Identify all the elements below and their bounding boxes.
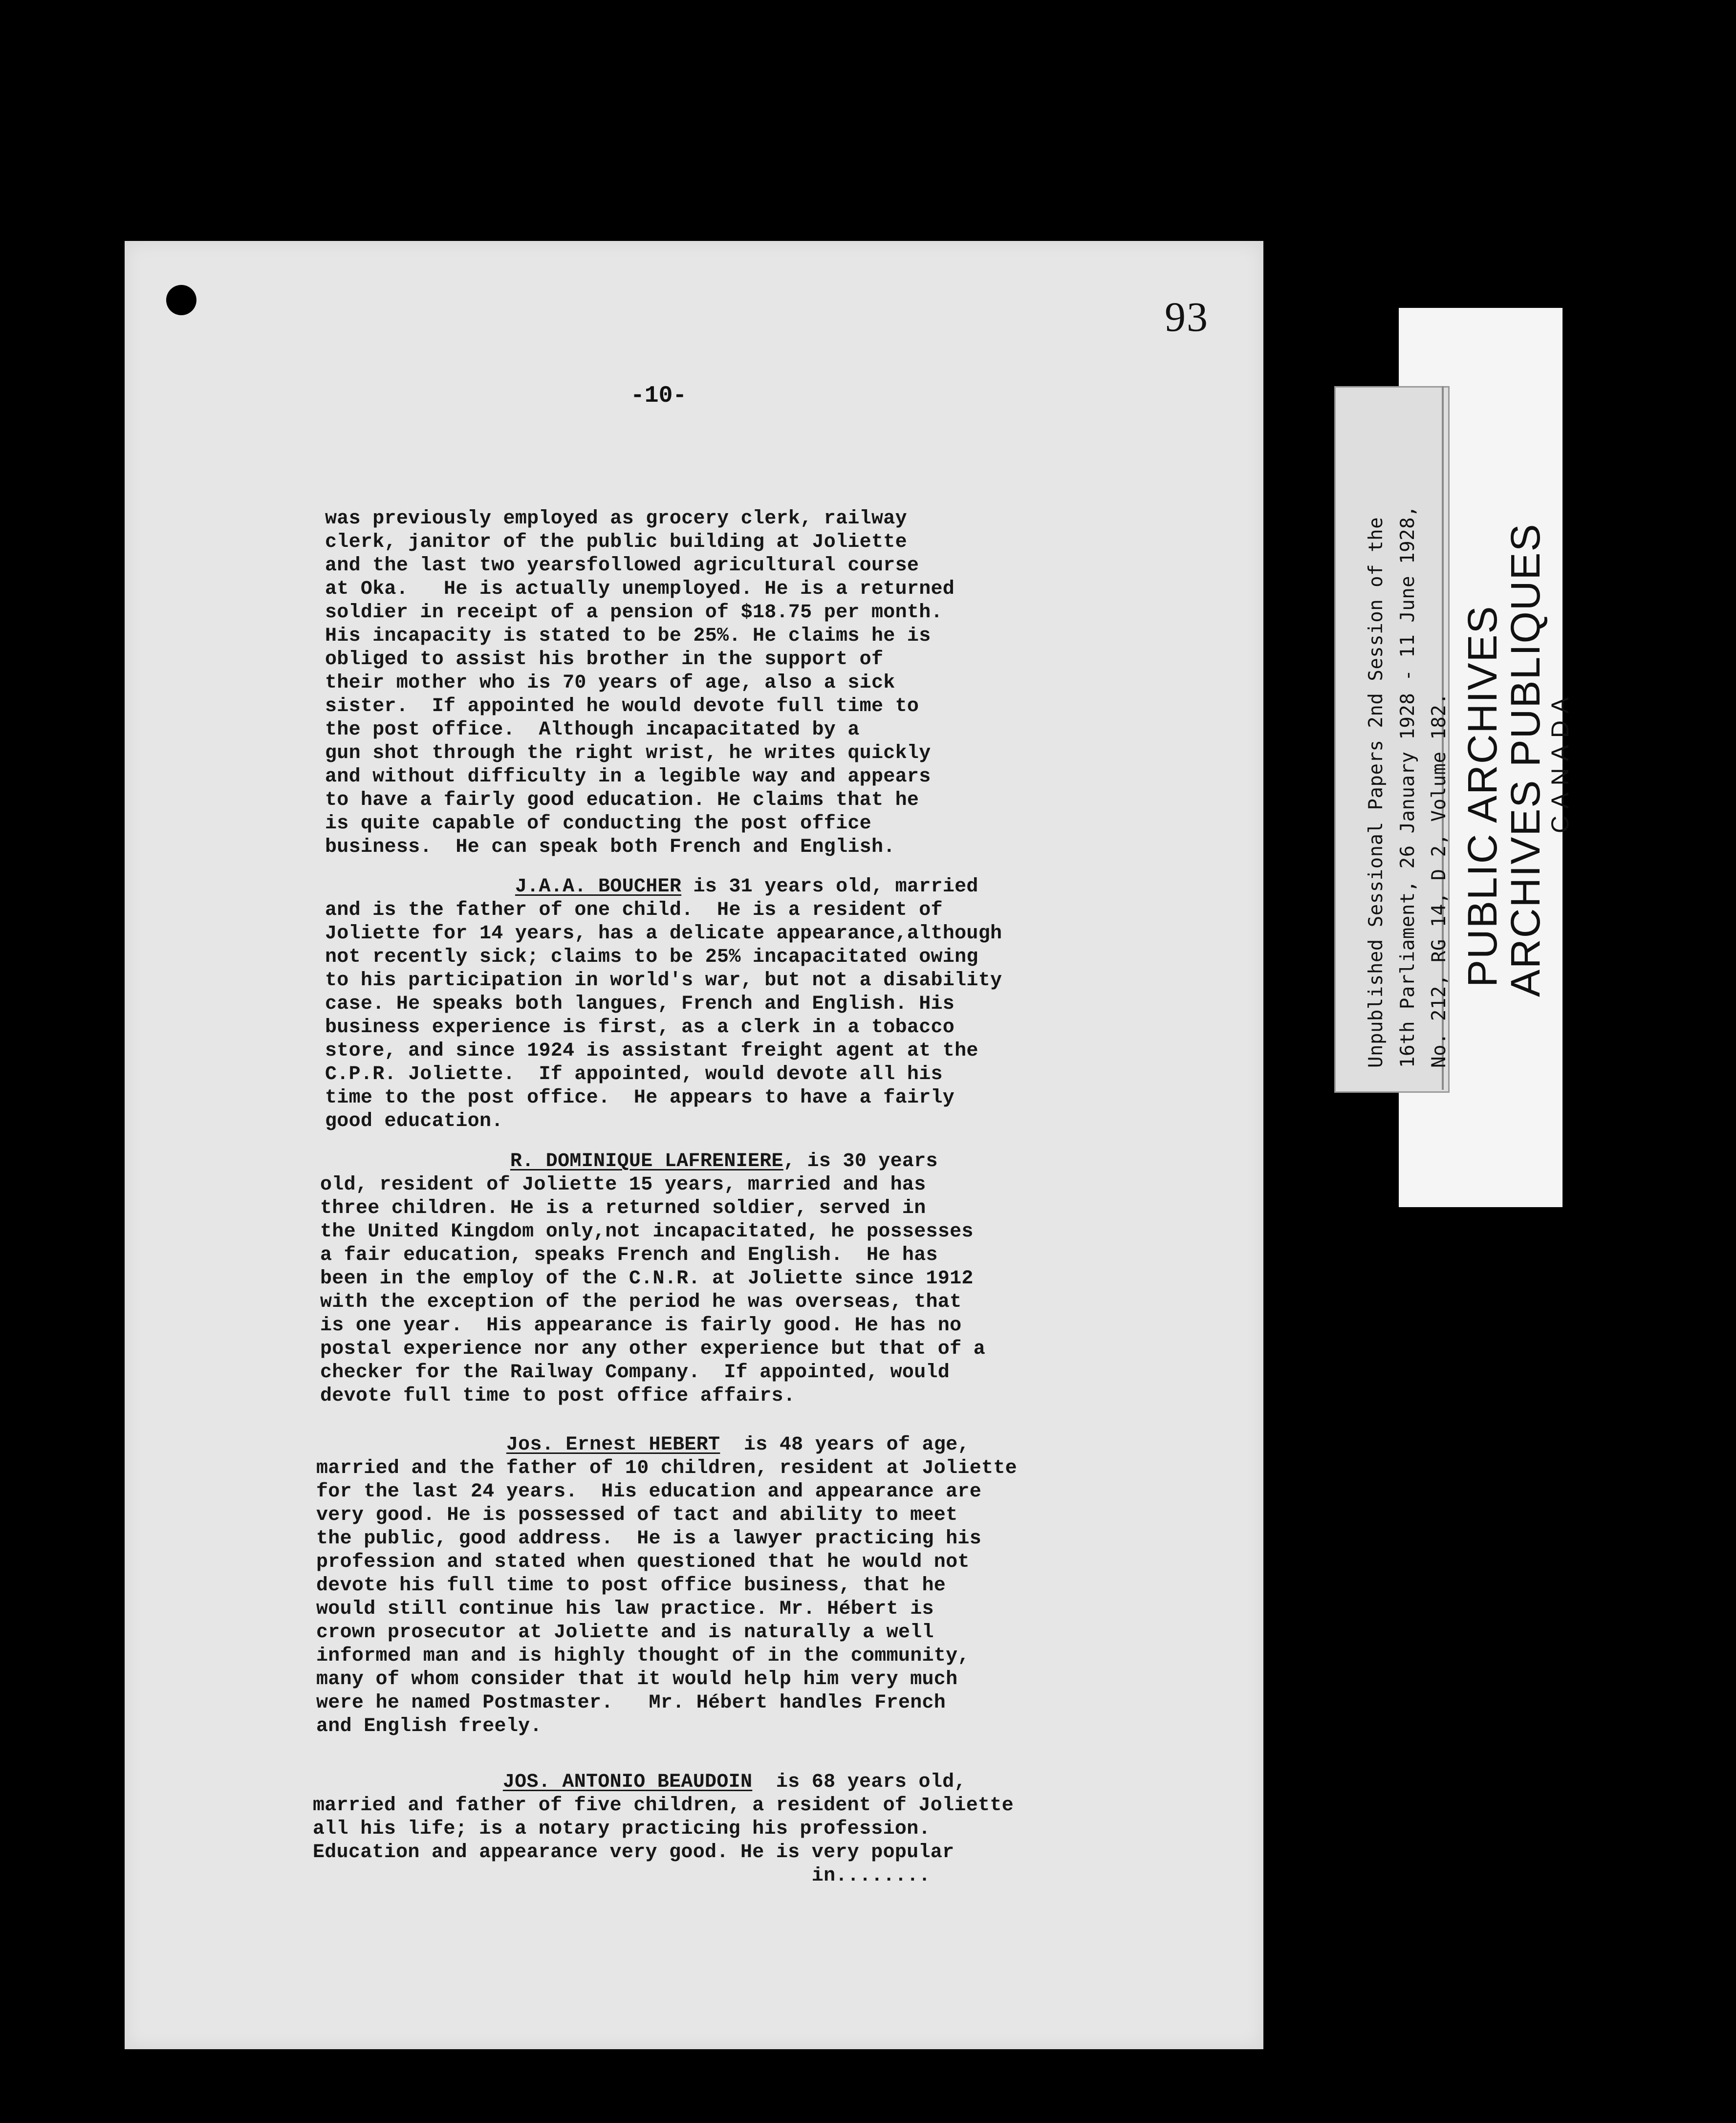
candidate-name: Jos. Ernest HEBERT [506,1434,720,1456]
punch-hole [166,285,196,315]
paragraph-beaudoin [313,1771,1014,1888]
citation-line-3: No. 212, RG 14, D 2, Volume 182. [1428,693,1450,1068]
citation-line-2: 16th Parliament, 26 January 1928 - 11 June 1928, [1397,505,1419,1068]
paragraph-continuation [325,507,955,859]
paragraph-text: was previously employed as grocery clerk, railway clerk, janitor of the public building at Joliette and the last two yearsfollowed agricultural course at Oka. He is actually unemployed. He is a returned soldier in receipt of a pension of $18.75 per month. His incapacity is stated to be 25%. He claims he is obliged to assist his brother in the support of their mother who is 70 years of age, also a sick sister. If appointed he would devote full time to the post office. Although incapacitated by a gun shot through the right wrist, he writes quickly and without difficulty in a legible way and appears to have a fairly good education. He claims that he is quite capable of conducting the post office business. He can speak both French and English. [325,508,955,858]
citation-line-1: Unpublished Sessional Papers 2nd Session of the [1365,517,1387,1068]
label-canada: CANADA [1546,690,1574,833]
paragraph-text: is 31 years old, married and is the father of one child. He is a resident of Joliette for 14 years, has a delicate appearance,although not recently sick; claims to be 25% incapacitated owing to his participation in world's war, but not a disability case. He speaks both langues, French and English. His business experience is first, as a clerk in a tobacco store, and since 1924 is assistant freight agent at the C.P.R. Joliette. If appointed, would devote all his time to the post office. He appears to have a fairly good education. [325,876,1002,1132]
paragraph-text: is 48 years of age, married and the father of 10 children, resident at Joliette for the last 24 years. His education and appearance are very good. He is possessed of tact and ability to meet the public, good address. He is a lawyer practicing his profession and stated when questioned that he would not devote his full time to post office business, that he would still continue his law practice. Mr. Hébert is crown prosecutor at Joliette and is naturally a well informed man and is highly thought of in the community, many of whom consider that it would help him very much were he named Postmaster. Mr. Hébert handles French and English freely. [316,1434,1017,1737]
candidate-name: R. DOMINIQUE LAFRENIERE [510,1150,783,1172]
paragraph-lafreniere [320,1150,985,1408]
candidate-name: JOS. ANTONIO BEAUDOIN [502,1771,753,1793]
candidate-name: J.A.A. BOUCHER [515,876,682,898]
label-archives-publiques: ARCHIVES PUBLIQUES [1502,523,1548,997]
folio-stamp-number: 93 [1165,293,1209,340]
document-page [125,241,1263,2049]
paragraph-hebert [316,1433,1017,1738]
page-number: -10- [630,383,687,409]
label-public-archives: PUBLIC ARCHIVES [1459,605,1505,987]
paragraph-text: is 68 years old, married and father of five children, a resident of Joliette all his life; is a notary practicing his profession. Education and appearance very good. He is very popular in........ [313,1771,1014,1887]
paragraph-boucher [325,875,1002,1133]
paragraph-text: , is 30 years old, resident of Joliette 15 years, married and has three children. He is a returned soldier, served in the United Kingdom only,not incapacitated, he possesses a fair education, speaks French and English. He has been in the employ of the C.N.R. at Joliette since 1912 with the exception of the period he was overseas, that is one year. His appearance is fairly good. He has no postal experience nor any other experience but that of a checker for the Railway Company. If appointed, would devote full time to post office affairs. [320,1150,986,1407]
